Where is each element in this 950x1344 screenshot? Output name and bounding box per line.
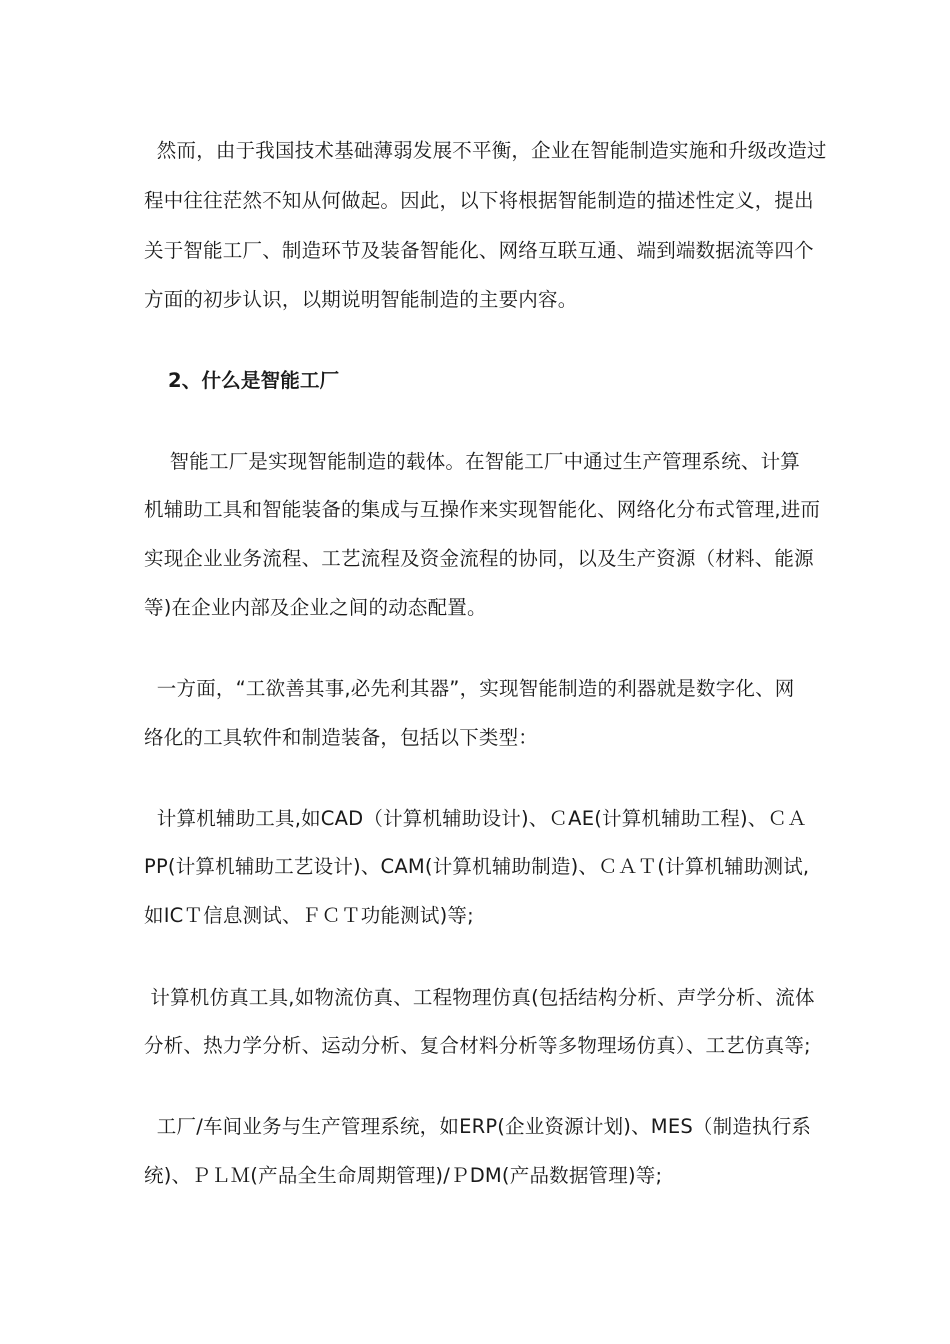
text-line: 方面的初步认识，以期说明智能制造的主要内容。	[144, 288, 578, 311]
text-line: 等)在企业内部及企业之间的动态配置。	[144, 596, 487, 619]
text-line: 机辅助工具和智能装备的集成与互操作来实现智能化、网络化分布式管理,进而	[144, 498, 821, 521]
text-line: 关于智能工厂、制造环节及装备智能化、网络互联互通、端到端数据流等四个	[144, 239, 814, 262]
text-line: 然而，由于我国技术基础薄弱发展不平衡，企业在智能制造实施和升级改造过	[144, 139, 827, 162]
text-line: PP(计算机辅助工艺设计)、CAM(计算机辅助制造)、ＣＡＴ(计算机辅助测试,	[144, 855, 810, 878]
text-line: 一方面，“工欲善其事,必先利其器”，实现智能制造的利器就是数字化、网	[144, 677, 795, 700]
text-line: 统)、ＰＬＭ(产品全生命周期管理)/ＰDM(产品数据管理)等;	[144, 1164, 663, 1187]
text-line: 络化的工具软件和制造装备，包括以下类型：	[144, 726, 539, 749]
text-line: 计算机仿真工具,如物流仿真、工程物理仿真(包括结构分析、声学分析、流体	[144, 986, 815, 1009]
text-line: 实现企业业务流程、工艺流程及资金流程的协同，以及生产资源（材料、能源	[144, 547, 814, 570]
text-line: 计算机辅助工具,如CAD（计算机辅助设计)、ＣAE(计算机辅助工程)、ＣＡ	[144, 807, 807, 830]
text-line: 分析、热力学分析、运动分析、复合材料分析等多物理场仿真）、工艺仿真等;	[144, 1034, 811, 1057]
text-line: 工厂/车间业务与生产管理系统，如ERP(企业资源计划)、MES（制造执行系	[144, 1115, 812, 1138]
text-line: 程中往往茫然不知从何做起。因此，以下将根据智能制造的描述性定义，提出	[144, 189, 814, 212]
text-line: 智能工厂是实现智能制造的载体。在智能工厂中通过生产管理系统、计算	[144, 450, 800, 473]
section-heading: 2、什么是智能工厂	[168, 369, 340, 392]
text-line: 如ICＴ信息测试、ＦＣＴ功能测试)等;	[144, 904, 474, 927]
